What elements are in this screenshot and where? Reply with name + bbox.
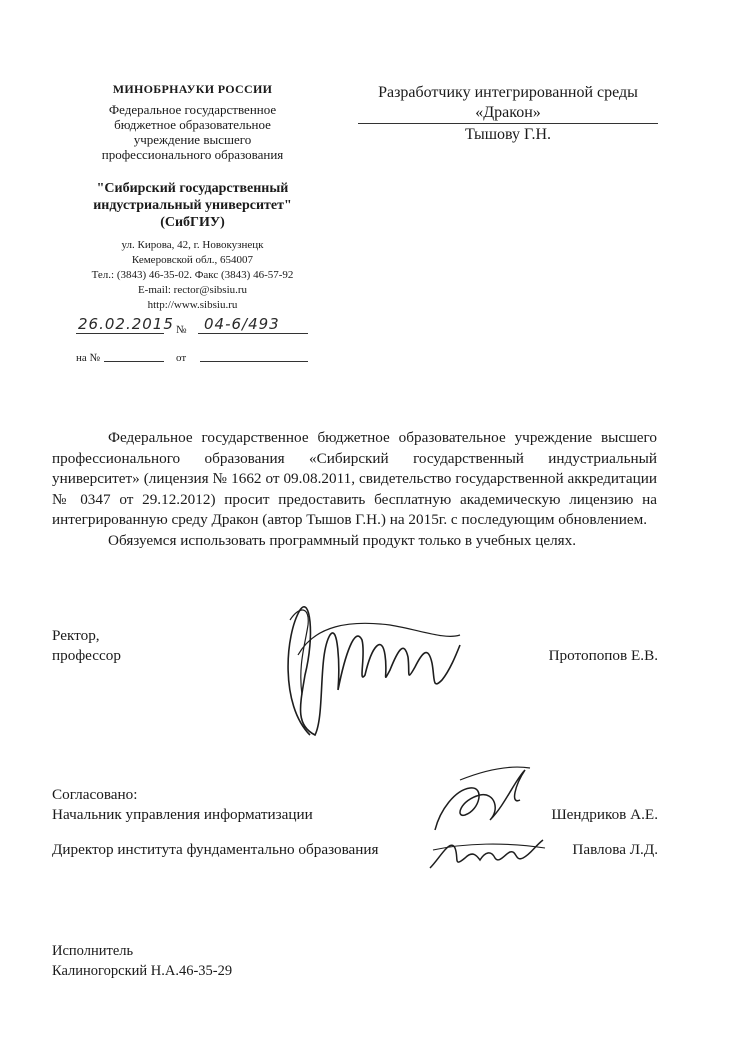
letter-body <box>52 428 657 552</box>
director-signature <box>425 828 550 878</box>
address-line: Кемеровской обл., 654007 <box>131 254 254 266</box>
handwritten-date: 26.02.2015 <box>78 315 174 333</box>
registration-row <box>76 315 311 336</box>
addressee-line: Разработчику интегрированной среды <box>378 84 638 101</box>
agreed-label: Согласовано: <box>52 786 138 803</box>
body-paragraph: Федеральное государственное бюджетное образовательное учреждение высшего профессионального образования «Сибирский государственный индустриальный университет» (лицензия № 1662 от 09.08.2011, свидетельство государственной аккредитации № 0347 от 29.12.2012) просит предоставить бесплатную академическую лицензию на интегрированную среду Дракон (автор Тышов Г.Н.) на 2015г. с последующим обновлением. <box>52 429 657 529</box>
website-line: http://www.sibsiu.ru <box>147 299 238 311</box>
reference-row <box>76 346 311 364</box>
from-underline <box>200 361 308 362</box>
university-name <box>70 180 315 231</box>
addressee-line: «Дракон» <box>475 104 541 121</box>
ministry-name: МИНОБРНАУКИ РОССИИ <box>112 82 273 96</box>
address-line: ул. Кирова, 42, г. Новокузнецк <box>121 239 264 251</box>
university-name-line: (СибГИУ) <box>160 215 225 230</box>
executor-label: Исполнитель <box>52 943 134 959</box>
rector-title-line: профессор <box>52 647 121 664</box>
head-it-signature <box>425 760 535 835</box>
director-name: Павлова Л.Д. <box>572 841 658 858</box>
phone-fax-line: Тел.: (3843) 46-35-02. Факс (3843) 46-57-92 <box>91 269 294 281</box>
rector-signature <box>270 595 470 745</box>
contact-block <box>70 238 315 313</box>
date-underline <box>76 333 164 334</box>
number-underline <box>198 333 308 334</box>
head-it-name: Шендриков А.Е. <box>551 806 658 823</box>
reference-label: на № <box>76 352 101 364</box>
reference-underline <box>104 361 164 362</box>
org-type-line: профессионального образования <box>101 147 284 162</box>
number-label: № <box>176 324 187 336</box>
director-title: Директор института фундаментально образования <box>52 841 379 858</box>
from-label: от <box>176 352 187 364</box>
email-line: E-mail: rector@sibsiu.ru <box>137 284 248 296</box>
org-type <box>70 102 315 162</box>
body-paragraph: Обязуемся использовать программный продукт только в учебных целях. <box>108 531 577 549</box>
rector-title-line: Ректор, <box>52 627 100 644</box>
executor-name-phone: Калиногорский Н.А.46-35-29 <box>52 963 233 979</box>
addressee-name: Тышову Г.Н. <box>464 126 552 143</box>
org-type-line: учреждение высшего <box>133 132 252 147</box>
rector-title <box>52 626 121 666</box>
head-it-title: Начальник управления информатизации <box>52 806 313 823</box>
rector-name: Протопопов Е.В. <box>548 647 658 664</box>
university-name-line: индустриальный университет" <box>93 198 292 213</box>
org-type-line: бюджетное образовательное <box>114 117 271 132</box>
handwritten-number: 04-6/493 <box>204 315 280 333</box>
addressee-rule <box>358 123 658 124</box>
org-type-line: Федеральное государственное <box>108 102 277 117</box>
university-name-line: "Сибирский государственный <box>96 181 289 196</box>
